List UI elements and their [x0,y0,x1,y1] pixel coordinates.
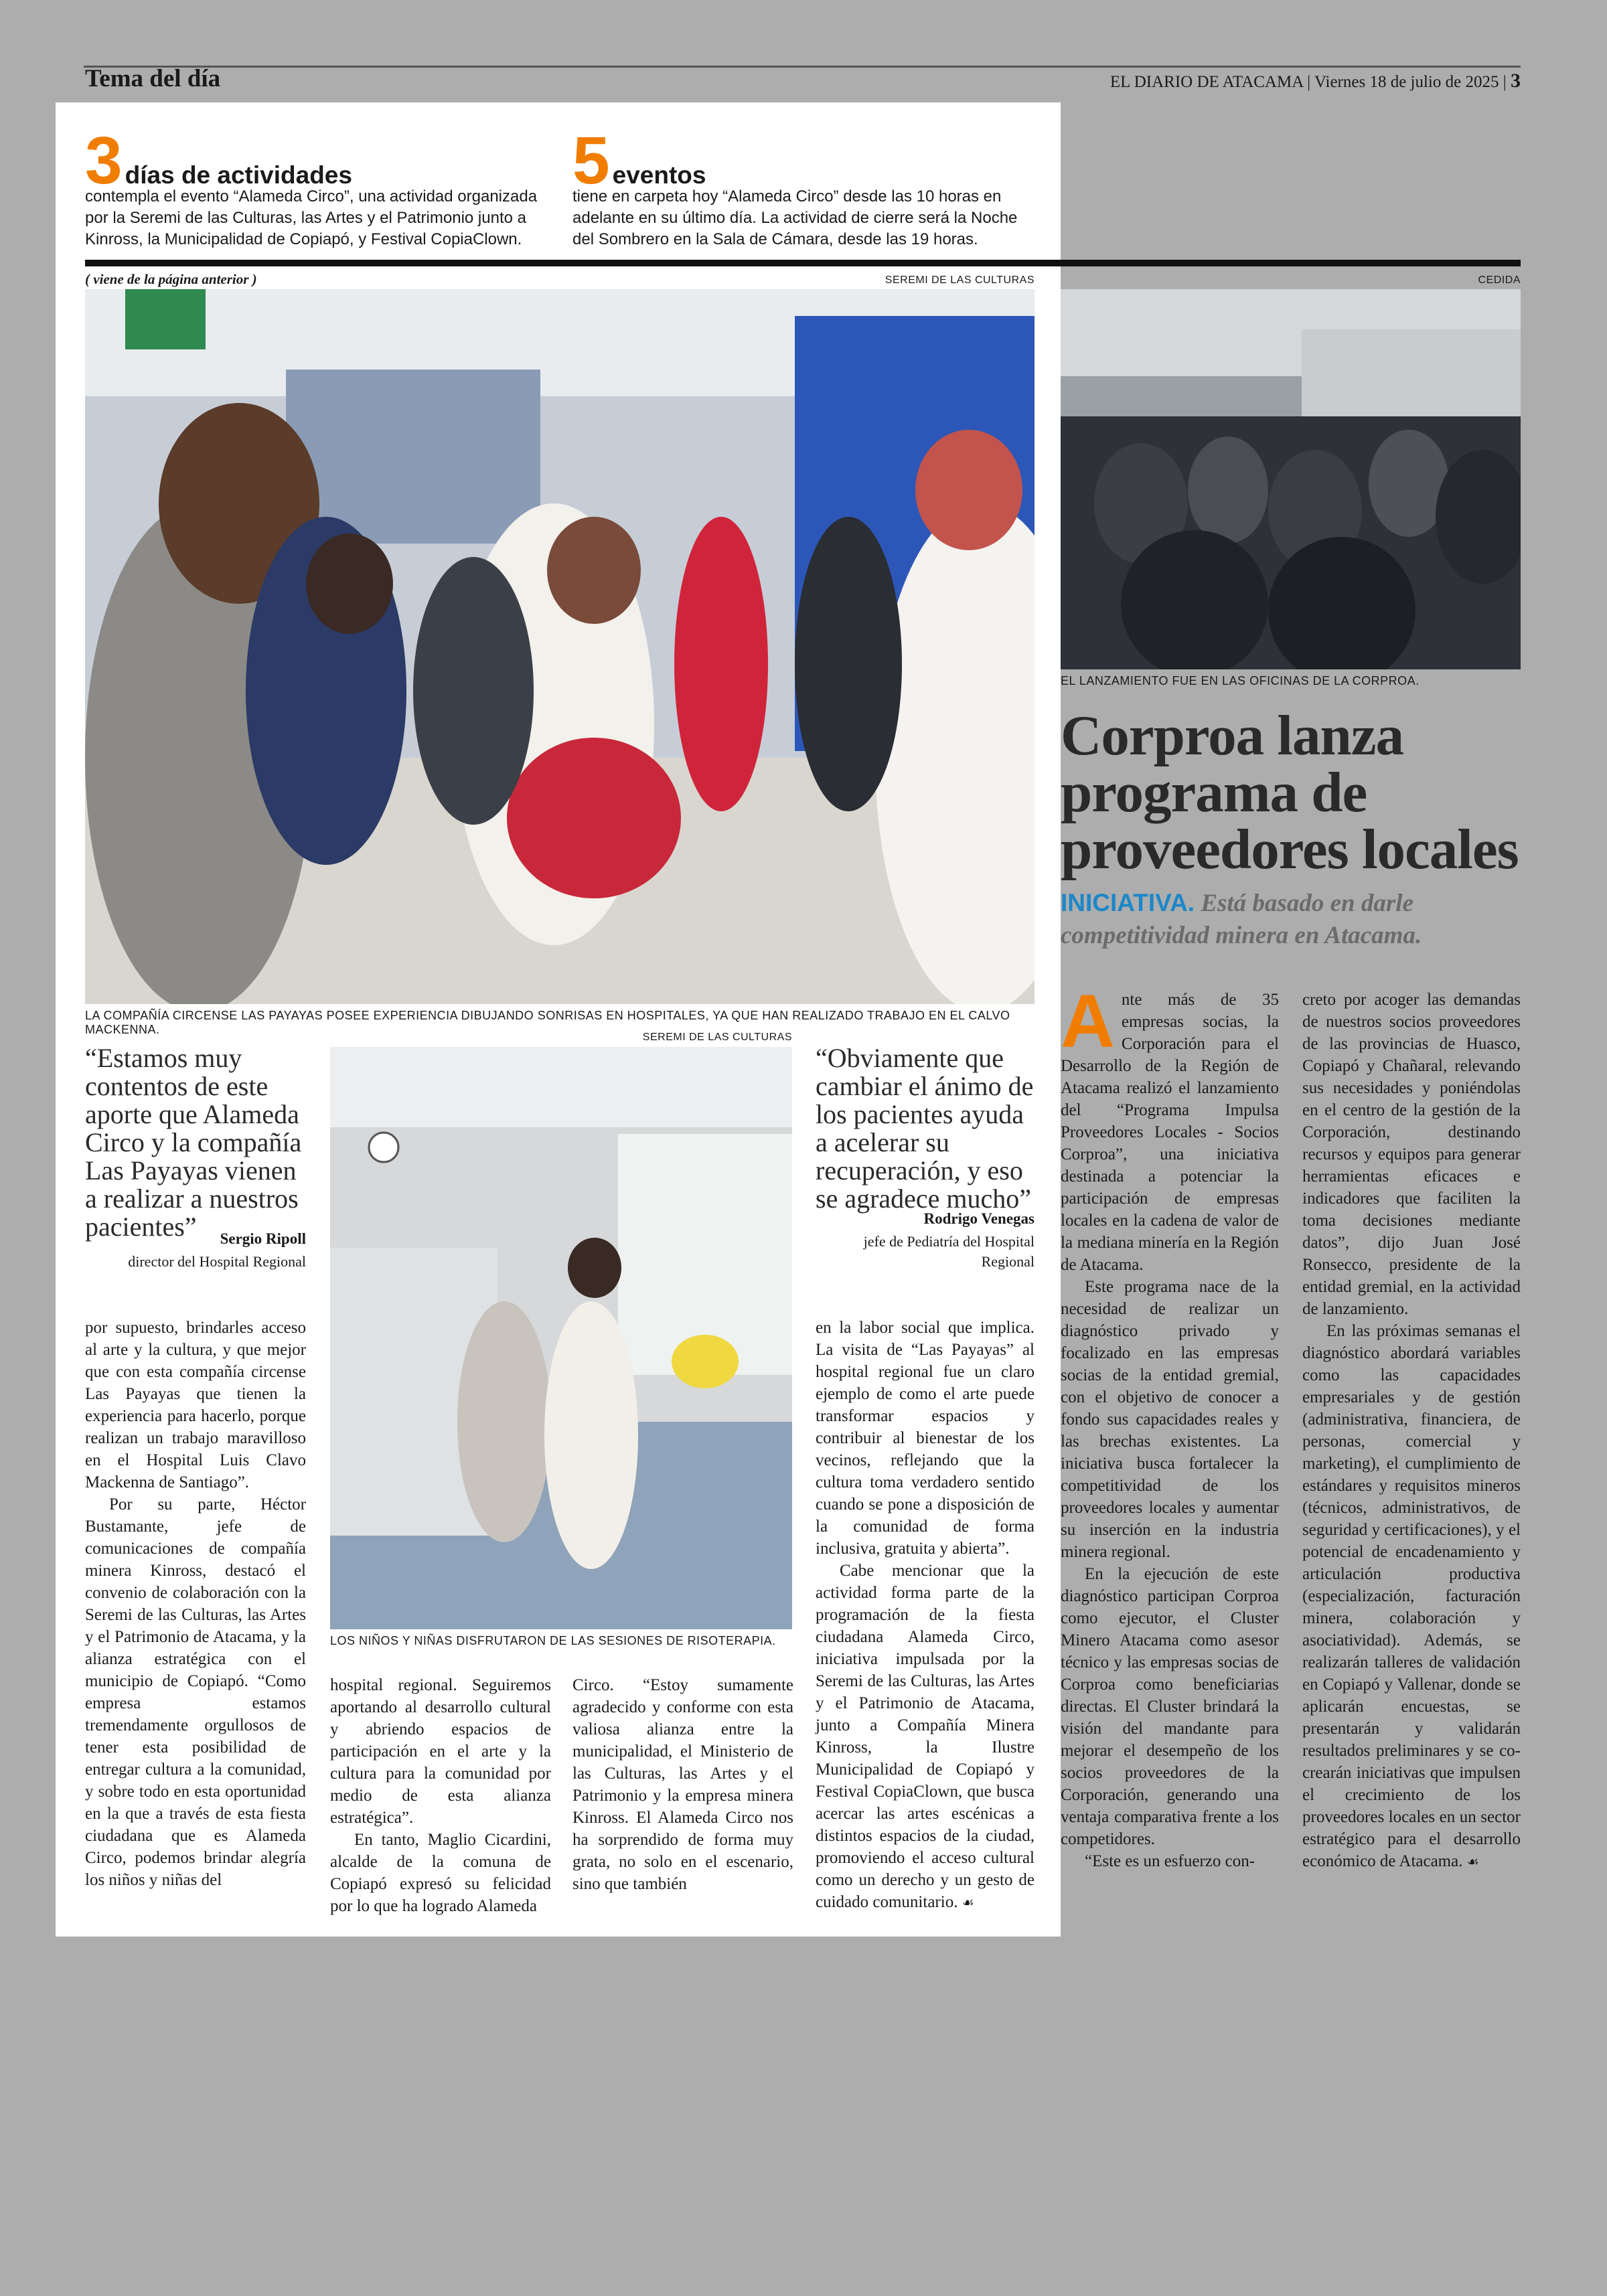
photo-credit: CEDIDA [1478,274,1521,286]
photo-clowns-hospital [85,289,1035,1004]
end-of-article-icon: ☙ [962,1894,974,1910]
photo-caption: LOS NIÑOS Y NIÑAS DISFRUTARON DE LAS SESIONES DE RISOTERAPIA. [330,1634,776,1647]
paragraph: hospital regional. Seguiremos aportando al desarrollo cultural y abriendo espacios de participación en el arte y la cultura para la comunidad por medio de esta alianza estratégica”. [330,1676,551,1827]
fact-title: eventos [612,161,706,189]
fact-number: 3 [85,123,123,198]
paragraph: Por su parte, Héctor Bustamante, jefe de comunicaciones de compañía minera Kinross, destacó el convenio de colaboración con la Seremi de las Culturas, las Artes y el Patrimonio de Atacama, y la alianza estratégica con el municipio de Copiapó. “Como empresa estamos tremendamente orgullosos de tener esta posibilidad de entregar cultura a la comunidad, y sobre todo en esta oportunidad en la que a través de esta fiesta ciudadana que es Alameda Circo, podemos brindar alegría los niños y niñas del [85,1495,306,1889]
article-column-2 [330,1674,551,1917]
quote-author: Sergio Ripoll [220,1230,306,1247]
paragraph: “Este es un esfuerzo con- [1085,1852,1255,1870]
paragraph: creto por acoger las demandas de nuestros socios proveedores de las provincias de Huasco, Copiapó y Chañaral, relevando sus necesidades y poniéndolas en el centro de la gestión de la Corporación, destinando recursos y equipos para generar herramientas eficaces e indicadores que faciliten la toma decisiones mediante datos”, dijo Juan José Ronsecco, presidente de la entidad gremial, en la actividad de lanzamiento. [1302,991,1521,1318]
fact-box-2 [572,123,1041,198]
paragraph: en la labor social que implica. La visita de “Las Payayas” al hospital regional fue un claro ejemplo de como el arte puede transformar espacios y contribuir al bienestar de los vecinos, reflejando que la cultura toma verdadero sentido cuando se pone a disposición de la comunidad de forma inclusiva, gratuita y abierta”. [816,1319,1035,1558]
paragraph [1061,979,1279,1276]
fact-box-1 [85,123,554,198]
side-column-1 [1061,979,1279,1872]
fact-title: días de actividades [125,161,352,189]
paragraph-text: nte más de 35 empresas socias, la Corporación para el Desarrollo de la Región de Atacama realizó el lanzamiento del “Programa Impulsa Proveedores Locales - Socios Corproa”, una iniciativa destinada a potenciar la participación de empresas locales en la cadena de valor de la mediana minería en la Región de Atacama. [1061,991,1279,1274]
photo-caption: EL LANZAMIENTO FUE EN LAS OFICINAS DE LA CORPROA. [1061,674,1420,687]
paragraph: Este programa nace de la necesidad de realizar un diagnóstico privado y focalizado en las empresas socias de la entidad gremial, con el objetivo de conocer a fondo sus capacidades reales y las brechas existentes. La iniciativa busca fortalecer la competitividad de los proveedores locales y aumentar su inserción en la industria minera regional. [1061,1278,1279,1561]
paragraph: Circo. “Estoy sumamente agradecido y conforme con esta valiosa alianza entre la municipalidad, el Ministerio de las Culturas, las Artes y el Patrimonio y la empresa minera Kinross. El Alameda Circo nos ha sorprendido de forma muy grata, no solo en el escenario, sino que también [572,1676,793,1893]
photo-credit: SEREMI DE LAS CULTURAS [885,274,1035,286]
article-column-4 [816,1317,1035,1914]
photo-credit: SEREMI DE LAS CULTURAS [642,1032,792,1043]
end-of-article-icon: ☙ [1466,1854,1479,1870]
paragraph-text: En las próximas semanas el diagnóstico abordará variables como las capacidades empresariales y de gestión (administrativa, financiera, de personas, comercial y marketing), el cumplimiento de estándares y requisitos mineros (técnicos, administrativos, de seguridad y certificaciones), y el potencial de encadenamiento y articulación productiva (especialización, facturación minera, colaboración y asociatividad). Además, se realizarán talleres de validación en Copiapó y Vallenar, donde se aplicarán encuestas, se presentarán y validarán resultados preliminares y se co-crearán iniciativas que impulsen el crecimiento de los proveedores locales en un sector estratégico para el desarrollo económico de Atacama. [1302,1322,1521,1870]
kicker-text: Está basado en darle competitividad minera en Atacama. [1061,890,1422,949]
issue-date: Viernes 18 de julio de 2025 [1314,73,1499,91]
quote-author-role: jefe de Pediatría del Hospital Regional [863,1233,1035,1270]
photo-hospital-room [330,1047,792,1629]
paragraph-text: Cabe mencionar que la actividad forma parte de la programación de la fiesta ciudadana Alameda Circo, iniciativa impulsada por la Seremi de las Culturas, las Artes y el Patrimonio de Atacama, junto a Compañía Minera Kinross, la Ilustre Municipalidad de Copiapó y Festival CopiaClown, que busca acercar las artes escénicas a distintos espacios de la ciudad, promoviendo el acceso cultural como un derecho y un gesto de cuidado comunitario. [816,1562,1035,1911]
fact-text: tiene en carpeta hoy “Alameda Circo” desde las 10 horas en adelante en su último día. La actividad de cierre será la Noche del Sombrero en la Sala de Cámara, desde las 19 horas. [572,187,1018,248]
page-number: 3 [1511,70,1521,92]
continued-note: ( viene de la página anterior ) [85,271,257,287]
fact-text: contempla el evento “Alameda Circo”, una actividad organizada por la Seremi de las Culturas, las Artes y el Patrimonio junto a Kinross, la Municipalidad de Copiapó, y Festival CopiaClown. [85,187,538,248]
pull-quote: “Estamos muy contentos de este aporte que Alameda Circo y la compañía Las Payayas vienen a realizar a nuestros pacientes” [85,1043,302,1242]
kicker-label: INICIATIVA. [1061,889,1195,916]
masthead-separator: | [1307,73,1314,91]
paragraph [1302,1320,1521,1873]
pull-quote: “Obviamente que cambiar el ánimo de los pacientes ayuda a acelerar su recuperación, y eso se agradece mucho” [816,1043,1034,1214]
side-kicker [1061,887,1521,952]
paragraph: En la ejecución de este diagnóstico participan Corproa como ejecutor, el Cluster Minero Atacama como asesor técnico y las empresas socias de Corproa como beneficiarias directas. El Cluster brindará la visión del mandante para mejorar el desempeño de los socios proveedores de la Corporación, generando una ventaja comparativa frente a los competidores. [1061,1565,1279,1848]
article-column-1 [85,1317,306,1891]
drop-cap: A [1061,979,1115,1063]
paragraph: por supuesto, brindarles acceso al arte y la cultura, y que mejor que con esta compañía circense Las Payayas que tienen la experiencia para hacerlo, porque realizan un trabajo maravilloso en el Hospital Luis Clavo Mackenna de Santiago”. [85,1319,306,1491]
section-name: Tema del día [85,65,221,92]
masthead [1110,70,1521,92]
photo-corproa-launch [1061,289,1521,669]
paragraph: En tanto, Maglio Cicardini, alcalde de la comuna de Copiapó expresó su felicidad por lo que ha logrado Alameda [330,1831,551,1915]
fact-number: 5 [572,123,610,198]
quote-author-role: director del Hospital Regional [128,1253,306,1270]
masthead-separator: | [1503,73,1511,91]
paper-name: EL DIARIO DE ATACAMA [1109,73,1303,91]
section-divider [85,260,1521,266]
photo-caption: LA COMPAÑÍA CIRCENSE LAS PAYAYAS POSEE EXPERIENCIA DIBUJANDO SONRISAS EN HOSPITALES, YA QUE HAN REALIZADO TRABAJO EN EL CALVO MACKENNA. [85,1009,1010,1036]
article-column-3 [572,1674,793,1895]
paragraph [816,1560,1035,1914]
side-column-2 [1302,989,1521,1873]
header-rule [84,66,1521,68]
side-headline: Corproa lanza programa de proveedores locales [1061,704,1519,881]
quote-author: Rodrigo Venegas [923,1210,1035,1227]
